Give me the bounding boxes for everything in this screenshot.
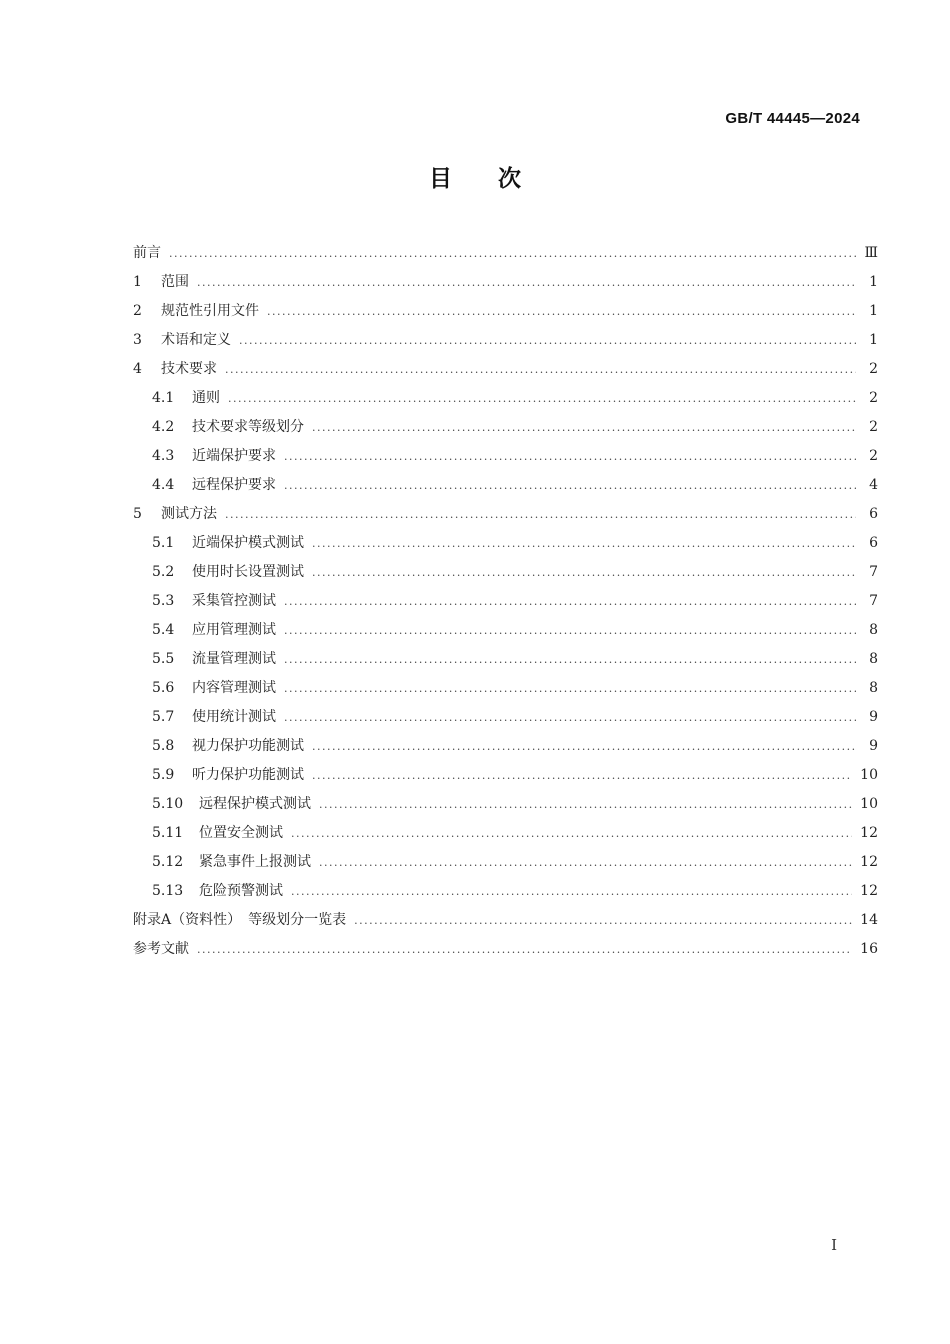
toc-leader-dots <box>284 587 856 616</box>
toc-entry-title: 危险预警测试 <box>199 883 283 899</box>
toc-leader-dots <box>312 413 856 442</box>
toc-entry-5-13[interactable] <box>133 877 878 906</box>
standard-code: GB/T 44445—2024 <box>725 110 860 127</box>
toc-entry-number: 4 <box>133 361 142 377</box>
toc-entry-title: 技术要求 <box>161 361 217 377</box>
toc-entry-number: 5.8 <box>152 738 175 754</box>
toc-entry-number: 4.2 <box>152 419 175 435</box>
toc-entry-foreword[interactable] <box>133 239 878 268</box>
toc-entry-page: 8 <box>869 680 878 696</box>
toc-entry-title: 应用管理测试 <box>192 622 276 638</box>
page-title: 目 次 <box>429 166 521 192</box>
toc-entry-page: 6 <box>869 506 878 522</box>
toc-entry-page: 2 <box>869 390 878 406</box>
toc-leader-dots <box>239 326 856 355</box>
toc-entry-title: 流量管理测试 <box>192 651 276 667</box>
toc-entry-page: 1 <box>869 303 878 319</box>
toc-leader-dots <box>312 732 856 761</box>
toc-entry-1[interactable] <box>133 268 878 297</box>
toc-entry-5-5[interactable] <box>133 645 878 674</box>
toc-entry-number: 5.11 <box>152 825 184 841</box>
toc-entry-title: 采集管控测试 <box>192 593 276 609</box>
toc-entry-5-11[interactable] <box>133 819 878 848</box>
toc-entry-5-2[interactable] <box>133 558 878 587</box>
toc-entry-page: 4 <box>869 477 878 493</box>
toc-entry-title: 附录A（资料性） 等级划分一览表 <box>133 912 347 928</box>
toc-leader-dots <box>225 500 856 529</box>
toc-entry-5-1[interactable] <box>133 529 878 558</box>
toc-entry-page: 8 <box>869 622 878 638</box>
toc-entry-title: 范围 <box>161 274 189 290</box>
toc-entry-4-1[interactable] <box>133 384 878 413</box>
toc-entry-5-8[interactable] <box>133 732 878 761</box>
toc-entry-number: 5.3 <box>152 593 175 609</box>
table-of-contents <box>133 239 878 964</box>
toc-entry-number: 5.13 <box>152 883 184 899</box>
toc-entry-number: 5.6 <box>152 680 175 696</box>
toc-leader-dots <box>312 558 856 587</box>
toc-entry-4-3[interactable] <box>133 442 878 471</box>
toc-entry-title: 通则 <box>192 390 220 406</box>
toc-entry-appendix-a[interactable] <box>133 906 878 935</box>
toc-entry-page: 9 <box>869 738 878 754</box>
toc-leader-dots <box>354 906 852 935</box>
toc-entry-5-6[interactable] <box>133 674 878 703</box>
toc-leader-dots <box>225 355 856 384</box>
toc-entry-title: 使用时长设置测试 <box>192 564 304 580</box>
toc-entry-number: 3 <box>133 332 142 348</box>
page-number: Ⅰ <box>831 1236 837 1254</box>
toc-entry-5-7[interactable] <box>133 703 878 732</box>
toc-leader-dots <box>267 297 856 326</box>
toc-entry-page: 12 <box>860 854 878 870</box>
toc-entry-number: 1 <box>133 274 142 290</box>
toc-entry-page: 7 <box>869 564 878 580</box>
toc-entry-page: 9 <box>869 709 878 725</box>
toc-leader-dots <box>284 442 856 471</box>
toc-entry-number: 5.4 <box>152 622 175 638</box>
toc-leader-dots <box>169 239 856 268</box>
toc-entry-5-10[interactable] <box>133 790 878 819</box>
toc-entry-number: 4.1 <box>152 390 175 406</box>
toc-leader-dots <box>197 935 852 964</box>
toc-leader-dots <box>284 471 856 500</box>
toc-entry-title: 听力保护功能测试 <box>192 767 304 783</box>
toc-entry-title: 术语和定义 <box>161 332 231 348</box>
toc-entry-number: 5.5 <box>152 651 175 667</box>
toc-entry-page: 16 <box>860 941 878 957</box>
toc-leader-dots <box>319 848 852 877</box>
toc-leader-dots <box>312 529 856 558</box>
toc-entry-page: 10 <box>860 796 878 812</box>
toc-entry-4[interactable] <box>133 355 878 384</box>
toc-entry-4-2[interactable] <box>133 413 878 442</box>
toc-entry-number: 5.2 <box>152 564 175 580</box>
toc-entry-title: 远程保护模式测试 <box>199 796 311 812</box>
toc-entry-number: 5.10 <box>152 796 184 812</box>
toc-entry-title: 紧急事件上报测试 <box>199 854 311 870</box>
toc-entry-5-4[interactable] <box>133 616 878 645</box>
toc-leader-dots <box>228 384 856 413</box>
toc-entry-4-4[interactable] <box>133 471 878 500</box>
toc-leader-dots <box>291 819 852 848</box>
toc-entry-page: 1 <box>869 274 878 290</box>
toc-leader-dots <box>291 877 852 906</box>
toc-leader-dots <box>197 268 856 297</box>
toc-entry-title: 远程保护要求 <box>192 477 276 493</box>
toc-entry-page: 2 <box>869 419 878 435</box>
toc-entry-title: 参考文献 <box>133 941 189 957</box>
toc-entry-title: 近端保护要求 <box>192 448 276 464</box>
toc-entry-number: 5.9 <box>152 767 175 783</box>
toc-entry-5-3[interactable] <box>133 587 878 616</box>
toc-entry-page: 7 <box>869 593 878 609</box>
toc-entry-page: 1 <box>869 332 878 348</box>
toc-entry-2[interactable] <box>133 297 878 326</box>
toc-entry-page: Ⅲ <box>864 245 878 261</box>
toc-entry-number: 5.12 <box>152 854 184 870</box>
toc-entry-title: 规范性引用文件 <box>161 303 259 319</box>
toc-entry-title: 技术要求等级划分 <box>192 419 304 435</box>
toc-leader-dots <box>284 616 856 645</box>
toc-entry-title: 视力保护功能测试 <box>192 738 304 754</box>
toc-entry-page: 8 <box>869 651 878 667</box>
toc-entry-3[interactable] <box>133 326 878 355</box>
toc-entry-title: 内容管理测试 <box>192 680 276 696</box>
toc-entry-page: 12 <box>860 825 878 841</box>
toc-entry-number: 5.1 <box>152 535 175 551</box>
toc-entry-bibliography[interactable] <box>133 935 878 964</box>
toc-entry-title: 近端保护模式测试 <box>192 535 304 551</box>
toc-entry-title: 测试方法 <box>161 506 217 522</box>
toc-entry-number: 4.4 <box>152 477 175 493</box>
toc-entry-number: 5.7 <box>152 709 175 725</box>
toc-entry-page: 10 <box>860 767 878 783</box>
toc-entry-page: 6 <box>869 535 878 551</box>
toc-entry-page: 2 <box>869 448 878 464</box>
toc-entry-page: 2 <box>869 361 878 377</box>
toc-leader-dots <box>319 790 852 819</box>
toc-entry-number: 4.3 <box>152 448 175 464</box>
toc-leader-dots <box>284 703 856 732</box>
toc-entry-number: 2 <box>133 303 142 319</box>
toc-entry-5[interactable] <box>133 500 878 529</box>
toc-entry-5-12[interactable] <box>133 848 878 877</box>
toc-entry-5-9[interactable] <box>133 761 878 790</box>
toc-entry-title: 使用统计测试 <box>192 709 276 725</box>
toc-entry-title: 前言 <box>133 245 161 261</box>
toc-leader-dots <box>284 674 856 703</box>
toc-entry-page: 12 <box>860 883 878 899</box>
toc-leader-dots <box>312 761 852 790</box>
toc-leader-dots <box>284 645 856 674</box>
toc-entry-number: 5 <box>133 506 142 522</box>
toc-entry-page: 14 <box>860 912 878 928</box>
toc-entry-title: 位置安全测试 <box>199 825 283 841</box>
